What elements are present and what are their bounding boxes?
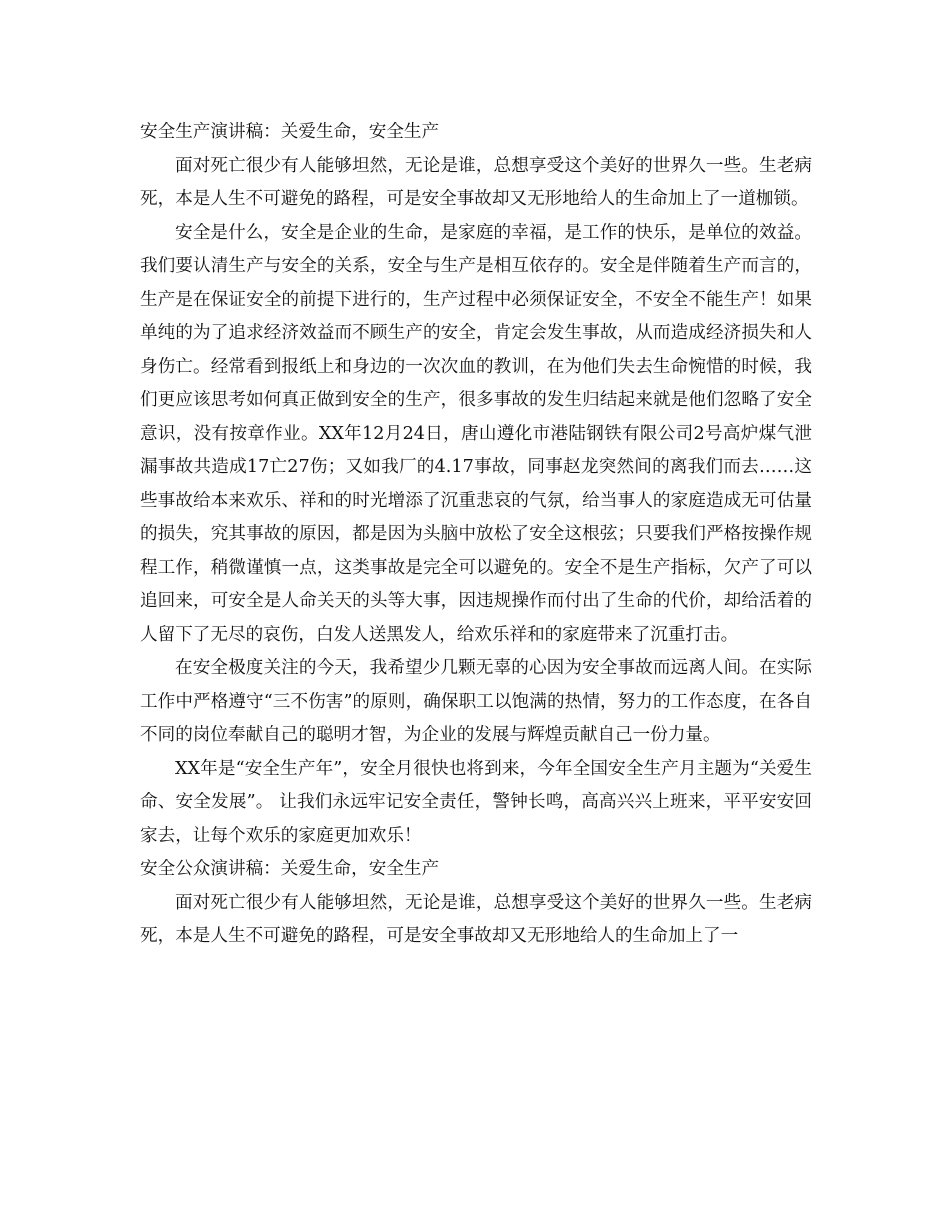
section-title-1: 安全生产演讲稿：关爱生命，安全生产 bbox=[140, 122, 440, 142]
document-body bbox=[140, 116, 812, 954]
paragraph-2-1: 面对死亡很少有人能够坦然，无论是谁，总想享受这个美好的世界久一些。生老病死，本是人生不可避免的路程，可是安全事故却又无形地给人的生命加上了一 bbox=[140, 892, 812, 946]
paragraph-1-4: XX年是“安全生产年”，安全月很快也将到来，今年全国安全生产月主题为“关爱生命、安全发展”。 让我们永远牢记安全责任，警钟长鸣，高高兴兴上班来，平平安安回家去，让每个欢乐的家庭更加欢乐！ bbox=[140, 758, 812, 846]
paragraph-1-2: 安全是什么，安全是企业的生命，是家庭的幸福，是工作的快乐，是单位的效益。我们要认清生产与安全的关系，安全与生产是相互依存的。安全是伴随着生产而言的，生产是在保证安全的前提下进行的，生产过程中必须保证安全，不安全不能生产！如果单纯的为了追求经济效益而不顾生产的安全，肯定会发生事故，从而造成经济损失和人身伤亡。经常看到报纸上和身边的一次次血的教训，在为他们失去生命惋惜的时候，我们更应该思考如何真正做到安全的生产，很多事故的发生归结起来就是他们忽略了安全意识，没有按章作业。XX年12月24日，唐山遵化市港陆钢铁有限公司2号高炉煤气泄漏事故共造成17亡27伤；又如我厂的4.17事故，同事赵龙突然间的离我们而去……这些事故给本来欢乐、祥和的时光增添了沉重悲哀的气氛，给当事人的家庭造成无可估量的损失，究其事故的原因，都是因为头脑中放松了安全这根弦；只要我们严格按操作规程工作，稍微谨慎一点，这类事故是完全可以避免的。安全不是生产指标，欠产了可以追回来，可安全是人命关天的头等大事，因违规操作而付出了生命的代价，却给活着的人留下了无尽的哀伤，白发人送黑发人，给欢乐祥和的家庭带来了沉重打击。 bbox=[140, 222, 812, 645]
section-title-2: 安全公众演讲稿：关爱生命，安全生产 bbox=[140, 859, 440, 879]
paragraph-1-3: 在安全极度关注的今天，我希望少几颗无辜的心因为安全事故而远离人间。在实际工作中严格遵守“三不伤害”的原则，确保职工以饱满的热情，努力的工作态度，在各自不同的岗位奉献自己的聪明才智，为企业的发展与辉煌贡献自己一份力量。 bbox=[140, 658, 812, 745]
paragraph-1-1: 面对死亡很少有人能够坦然，无论是谁，总想享受这个美好的世界久一些。生老病死，本是人生不可避免的路程，可是安全事故却又无形地给人的生命加上了一道枷锁。 bbox=[140, 155, 812, 209]
